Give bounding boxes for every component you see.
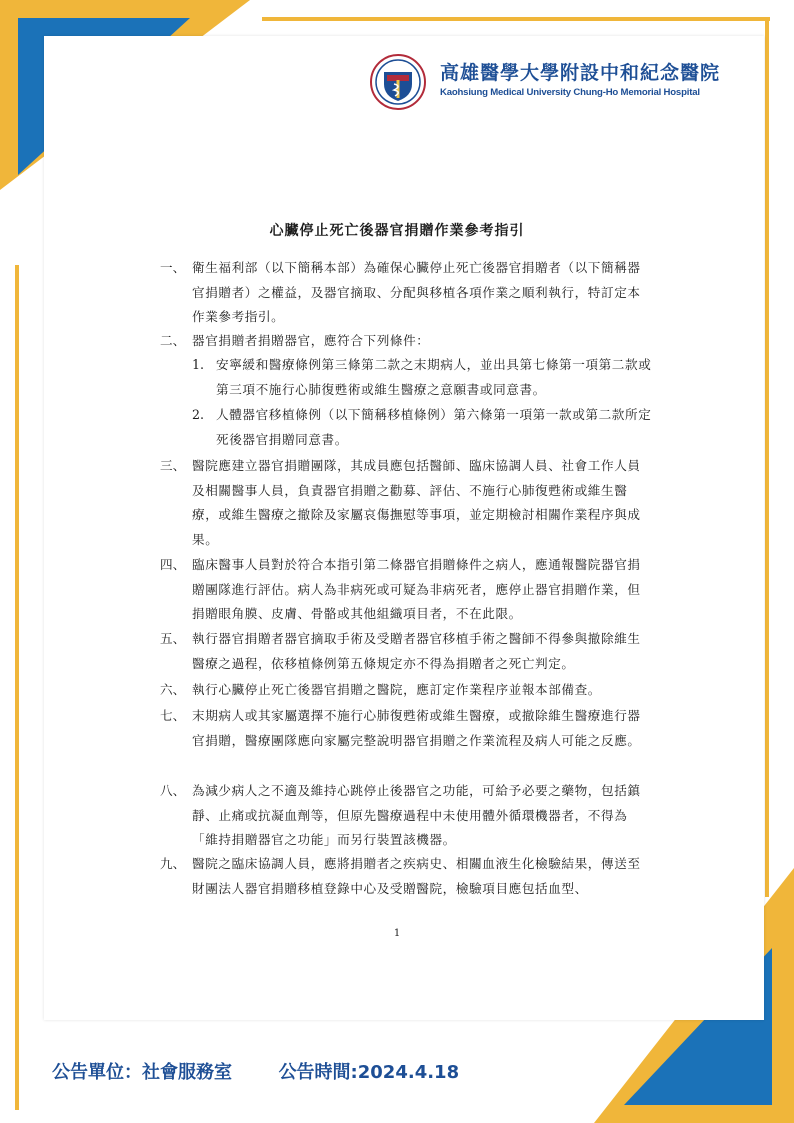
section-7 [160,704,650,753]
section-2 [160,329,650,354]
announcement-date: 公告時間:2024.4.18 [278,1062,460,1083]
section-text: 執行心臟停止死亡後器官捐贈之醫院，應訂定作業程序並報本部備查。 [192,682,602,697]
page-number: 1 [393,928,401,939]
subitem-text: 安寧緩和醫療條例第三條第二款之末期病人，並出具第七條第一項第二款或第三項不施行心肺復甦術或維生醫療之意願書或同意書。 [216,357,652,397]
subitem-1 [192,353,652,402]
section-number: 九、 [160,856,186,871]
hospital-emblem-icon [370,54,426,110]
section-3 [160,454,650,552]
hospital-header [370,54,740,114]
section-text: 器官捐贈者捐贈器官，應符合下列條件： [192,333,430,348]
section-text: 臨床醫事人員對於符合本指引第二條器官捐贈條件之病人，應通報醫院器官捐贈團隊進行評估。病人為非病死或可疑為非病死者，應停止器官捐贈作業，但捐贈眼角膜、皮膚、骨骼或其他組織項目者，不在此限。 [192,557,641,621]
section-number: 六、 [160,682,186,697]
section-number: 八、 [160,783,186,798]
section-number: 二、 [160,333,186,348]
subitem-number: 2. [192,407,205,422]
section-text: 執行器官捐贈者器官摘取手術及受贈者器官移植手術之醫師不得參與撤除維生醫療之過程，依移植條例第五條規定亦不得為捐贈者之死亡判定。 [192,631,641,671]
section-9 [160,852,650,901]
announcement-unit: 公告單位：社會服務室 [52,1062,232,1083]
hospital-name-en: Kaohsiung Medical University Chung-Ho Memorial Hospital [440,87,700,98]
section-8 [160,779,650,853]
hospital-name-zh: 高雄醫學大學附設中和紀念醫院 [440,62,721,84]
section-number: 五、 [160,631,186,646]
section-1 [160,256,650,330]
section-number: 七、 [160,708,186,723]
section-text: 醫院之臨床協調人員，應將捐贈者之疾病史、相關血液生化檢驗結果，傳送至財團法人器官捐贈移植登錄中心及受贈醫院，檢驗項目應包括血型、 [192,856,641,896]
section-4 [160,553,650,627]
section-text: 末期病人或其家屬選擇不施行心肺復甦術或維生醫療，或撤除維生醫療進行器官捐贈，醫療團隊應向家屬完整說明器官捐贈之作業流程及病人可能之反應。 [192,708,641,748]
document-title: 心臟停止死亡後器官捐贈作業參考指引 [269,223,525,239]
section-text: 衛生福利部（以下簡稱本部）為確保心臟停止死亡後器官捐贈者（以下簡稱器官捐贈者）之權益，及器官摘取、分配與移植各項作業之順利執行，特訂定本作業參考指引。 [192,260,641,324]
section-number: 三、 [160,458,186,473]
subitem-number: 1. [192,357,205,372]
right-gold-line [765,17,769,897]
section-6 [160,678,650,703]
announcement-footer [52,1058,459,1084]
section-number: 一、 [160,260,186,275]
left-gold-line [15,265,19,1110]
top-gold-line [262,17,770,21]
section-text: 為減少病人之不適及維持心跳停止後器官之功能，可給予必要之藥物，包括鎮靜、止痛或抗凝血劑等，但原先醫療過程中未使用體外循環機器者，不得為「維持捐贈器官之功能」而另行裝置該機器。 [192,783,641,847]
subitem-text: 人體器官移植條例（以下簡稱移植條例）第六條第一項第一款或第二款所定死後器官捐贈同意書。 [216,407,652,447]
section-text: 醫院應建立器官捐贈團隊，其成員應包括醫師、臨床協調人員、社會工作人員及相關醫事人員，負責器官捐贈之勸募、評估、不施行心肺復甦術或維生醫療，或維生醫療之撤除及家屬哀傷撫慰等事項，並定期檢討相關作業程序與成果。 [192,458,641,547]
subitem-2 [192,403,652,452]
section-5 [160,627,650,676]
section-number: 四、 [160,557,186,572]
